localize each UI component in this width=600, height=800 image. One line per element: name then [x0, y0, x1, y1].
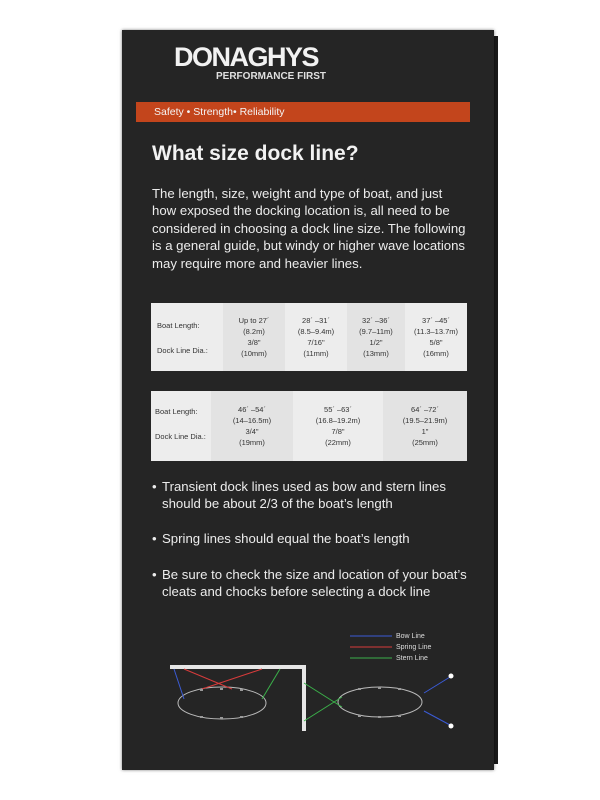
line-diameter-mm: (22mm) [325, 438, 351, 447]
line-diameter-mm: (11mm) [303, 349, 329, 358]
size-column [383, 391, 467, 461]
tip-bullet [152, 530, 468, 547]
length-range: Up to 27´ [238, 316, 270, 325]
boat-outline [338, 687, 422, 717]
size-column [285, 303, 347, 371]
size-table-small [151, 303, 467, 371]
length-range: 46´ –54´ [238, 405, 266, 414]
line-diameter-mm: (19mm) [239, 438, 265, 447]
size-column [211, 391, 293, 461]
bullet-dot: • [152, 479, 157, 494]
length-range: 37´ –45´ [422, 316, 450, 325]
length-range: 64´ –72´ [411, 405, 439, 414]
line-diameter: 1" [421, 427, 429, 436]
dock-line-dia-label: Dock Line Dia.: [155, 432, 206, 441]
tip-bullet [152, 566, 468, 600]
stern-line [262, 669, 280, 699]
line-diameter-mm: (16mm) [423, 349, 449, 358]
bullet-dot: • [152, 531, 157, 546]
bow-line [424, 711, 450, 725]
spring-line [184, 669, 232, 689]
length-range: 28´ –31´ [302, 316, 330, 325]
size-column [405, 303, 467, 371]
length-metric: (8.2m) [243, 327, 265, 336]
line-diameter-mm: (25mm) [412, 438, 438, 447]
line-diameter: 1/2" [369, 338, 383, 347]
dock-outline [170, 667, 304, 731]
line-diameter: 7/16" [307, 338, 325, 347]
line-diameter: 3/4" [245, 427, 259, 436]
length-metric: (19.5–21.9m) [402, 416, 448, 425]
size-column [347, 303, 405, 371]
tip-text: Be sure to check the size and location of your boat’s cleats and chocks before selecting a dock line [162, 567, 467, 599]
length-metric: (14–16.5m) [232, 416, 272, 425]
size-column [293, 391, 383, 461]
bullet-dot: • [152, 567, 157, 582]
length-metric: (11.3–13.7m) [413, 327, 459, 336]
line-diameter-mm: (10mm) [241, 349, 267, 358]
length-metric: (9.7–11m) [359, 327, 393, 336]
brand-logo [156, 42, 336, 82]
brand-tagline: PERFORMANCE FIRST [216, 71, 326, 82]
tip-text: Transient dock lines used as bow and stern lines should be about 2/3 of the boat’s length [162, 479, 446, 511]
length-range: 55´ –63´ [324, 405, 352, 414]
anchor-point [449, 674, 454, 679]
anchor-point [449, 724, 454, 729]
size-table-large [151, 391, 467, 461]
line-diameter: 7/8" [331, 427, 345, 436]
length-range: 32´ –36´ [362, 316, 390, 325]
dock-line-guide-card [122, 30, 494, 770]
legend-bow-line: Bow Line [396, 633, 425, 640]
bow-line [174, 669, 184, 699]
orange-ribbon: Safety • Strength• Reliability [136, 102, 470, 122]
stern-line [304, 697, 342, 721]
boat-outline [178, 687, 266, 719]
legend-stern-line: Stern Line [396, 655, 428, 662]
length-metric: (16.8–19.2m) [315, 416, 361, 425]
boat-cleats [200, 687, 401, 719]
line-diameter: 3/8" [247, 338, 261, 347]
bow-line [424, 677, 450, 693]
line-diameter: 5/8" [429, 338, 443, 347]
tip-text: Spring lines should equal the boat’s length [162, 531, 410, 546]
brand-name: DONAGHYS [173, 42, 318, 72]
dock-line-dia-label: Dock Line Dia.: [157, 346, 208, 355]
spring-line [202, 669, 262, 689]
boat-length-label: Boat Length: [155, 407, 198, 416]
page-title: What size dock line? [152, 142, 359, 165]
tip-bullet [152, 478, 468, 512]
intro-paragraph: The length, size, weight and type of boat, and just how exposed the docking location is, all need to be considered in choosing a dock line size. The following is a general guide, but windy or higher wave locations may require more and heavier lines. [152, 186, 466, 271]
length-metric: (8.5–9.4m) [297, 327, 335, 336]
legend-spring-line: Spring Line [396, 644, 432, 651]
stern-line [304, 683, 342, 707]
size-column [223, 303, 285, 371]
docking-diagram [162, 625, 462, 735]
boat-length-label: Boat Length: [157, 321, 200, 330]
line-diameter-mm: (13mm) [363, 349, 389, 358]
diagram-legend [350, 633, 432, 662]
